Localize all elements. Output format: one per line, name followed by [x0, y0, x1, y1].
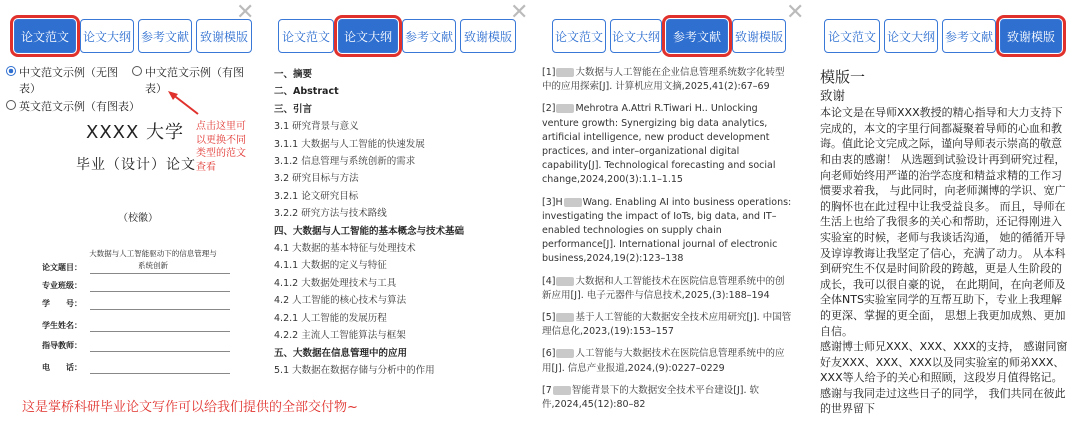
tab-sample-paper[interactable]: 论文范文 — [278, 19, 334, 53]
radio-label: 英文范文示例（有图表） — [19, 100, 140, 113]
reference-item — [542, 275, 792, 303]
school-emblem-label: （校徽） — [118, 213, 158, 224]
reference-list — [542, 66, 792, 420]
reference-text: Wang. Enabling AI into business operations: investigating the impact of IoTs, big data, and IT–enabled technologies on supply chain performance[J]. International journal of electronic business,2024,19(2):123–138 — [542, 196, 792, 265]
field-id: 学 号： — [42, 299, 82, 308]
redacted-author — [553, 386, 571, 395]
doc-subtitle: 毕业（设计）论文 — [76, 157, 196, 173]
outline-item: 5.1 大数据在数据存储与分析中的作用 — [274, 364, 435, 376]
outline-item: 二、Abstract — [274, 86, 339, 98]
outline-item: 4.2.2 主流人工智能算法与框架 — [274, 330, 406, 342]
field-underline — [90, 291, 230, 292]
panel-references — [528, 0, 804, 411]
outline-item: 4.1 大数据的基本特征与处理技术 — [274, 243, 416, 255]
outline-item: 4.1.2 大数据处理技术与工具 — [274, 277, 397, 289]
radio-dot-icon — [6, 66, 16, 76]
radio-dot-icon — [132, 66, 142, 76]
field-underline — [90, 309, 230, 310]
radio-cn-no-chart[interactable] — [6, 64, 128, 96]
close-icon[interactable]: ✕ — [786, 0, 805, 25]
radio-dot-icon — [6, 100, 16, 110]
field-student: 学生姓名： — [42, 321, 82, 330]
panel-outline — [264, 0, 532, 400]
tab-acknowledgement[interactable]: 致谢模版 — [460, 19, 516, 53]
reference-item — [542, 347, 792, 375]
tab-sample-paper[interactable]: 论文范文 — [824, 19, 880, 53]
reference-text: Mehrotra A.Attri R.Tiwari H.. Unlocking venture growth: Synergizing big data analytics, artificial intelligence, new product development practices, and inter–organizational digital capability[J]. Technological forecasting and social change,2024,200(3):1.1–1.15 — [542, 103, 776, 186]
close-icon[interactable]: ✕ — [510, 0, 529, 25]
doc-title: XXXX 大学 — [86, 122, 185, 143]
redacted-author — [556, 349, 574, 358]
tab-references[interactable]: 参考文献 — [942, 19, 996, 53]
tab-sample-paper[interactable]: 论文范文 — [552, 19, 606, 53]
annotation-note: 点击这里可以更换不同类型的范文查看 — [196, 121, 246, 173]
tab-references[interactable]: 参考文献 — [402, 19, 456, 53]
reference-index: [5] — [542, 312, 556, 324]
tab-sample-paper[interactable]: 论文范文 — [14, 19, 76, 53]
field-underline — [90, 351, 230, 352]
field-advisor: 指导教师： — [42, 341, 82, 350]
outline-item: 4.2.1 人工智能的发展历程 — [274, 312, 387, 324]
outline-item: 3.2.1 论文研究目标 — [274, 190, 359, 202]
tab-references[interactable]: 参考文献 — [138, 19, 192, 53]
reference-item — [542, 66, 792, 94]
panel-acknowledgement — [808, 0, 1080, 416]
field-underline — [90, 331, 230, 332]
arrow-icon — [164, 88, 204, 118]
radio-label: 中文范文示例（无图表） — [19, 66, 118, 95]
tab-outline[interactable]: 论文大纲 — [610, 19, 662, 53]
outline-list — [274, 66, 464, 379]
radio-en-with-chart[interactable] — [6, 98, 140, 114]
outline-item: 五、大数据在信息管理中的应用 — [274, 347, 408, 359]
reference-index: [6] — [542, 348, 556, 360]
reference-item — [542, 102, 792, 187]
reference-text: 大数据和人工智能技术在医院信息管理系统中的创新应用[J]. 电子元器件与信息技术,2025,(3):188–194 — [542, 275, 785, 301]
tab-outline[interactable]: 论文大纲 — [80, 19, 134, 53]
tab-bar — [552, 19, 790, 53]
outline-item: 一、摘要 — [274, 69, 313, 80]
acknowledgement-paragraph: 本论文是在导师XXX教授的精心指导和大力支持下完成的，本文的字里行间都凝聚着导师的心血和教诲。值此论文完成之际，谨向导师表示崇高的敬意和由衷的感谢！ 从选题到试验设计再到研究过程，向老师始终用严谨的治学态度和精益求精的工作习惯要求着我， 与此同时，向老师渊博的学识、宽广的胸怀也在此过程中让我受益良多。 而且，导师在生活上也给了我很多的关心和帮助，还记得刚进入实验室的时候，老师与我谈话沟通， 她的循循开导及谆谆教诲让我坚定了信心，充满了动力。 从本科到研究生不仅是时间阶段的跨越，更是人生阶段的成长，我可以很自豪的说， 在此期间，在向老师及全体NTS实验室同学的互帮互助下，专业上我理解的更深、掌握的更全面， 思想上我更加成熟、更加自信。 — [820, 106, 1066, 338]
reference-index: [7 — [542, 384, 552, 396]
footer-caption: 这是掌桥科研毕业论文写作可以给我们提供的全部交付物~ — [22, 400, 358, 415]
reference-item — [542, 384, 792, 412]
reference-index: [3]H — [542, 196, 563, 208]
tab-bar — [278, 19, 520, 53]
field-phone: 电 话： — [42, 363, 82, 372]
acknowledgement-title: 致谢 — [820, 87, 846, 103]
field-title: 论文题目： — [42, 263, 82, 272]
reference-text: 智能背景下的大数据安全技术平台建设[J]. 软件,2024,45(12):80–82 — [542, 384, 760, 411]
outline-item: 4.1.1 大数据的定义与特征 — [274, 260, 387, 272]
tab-outline[interactable]: 论文大纲 — [884, 19, 938, 53]
reference-text: 人工智能与大数据技术在医院信息管理系统中的应用[J]. 信息产业报道,2024,(9):0227–0229 — [542, 348, 785, 374]
outline-item: 3.2.2 研究方法与技术路线 — [274, 208, 387, 220]
redacted-author — [556, 313, 574, 322]
reference-item — [542, 196, 792, 267]
outline-item: 3.1.1 大数据与人工智能的快速发展 — [274, 138, 425, 150]
field-underline — [90, 273, 230, 274]
tab-bar — [14, 19, 256, 53]
template-heading: 模版一 — [820, 68, 866, 86]
tab-acknowledgement[interactable]: 致谢模版 — [1000, 19, 1062, 53]
close-icon[interactable]: ✕ — [236, 0, 255, 25]
field-class: 专业班级： — [42, 281, 82, 290]
acknowledgement-content — [820, 70, 1070, 417]
reference-item — [542, 311, 792, 339]
paper-topic: 大数据与人工智能驱动下的信息管理与系统创新 — [89, 249, 217, 270]
panel-sample-paper — [0, 0, 255, 400]
redacted-author — [556, 277, 574, 286]
outline-item: 3.1 研究背景与意义 — [274, 121, 359, 133]
tab-bar — [824, 19, 1066, 53]
radio-label: 中文范文示例（有图表） — [145, 66, 244, 95]
redacted-author — [556, 104, 574, 113]
tab-acknowledgement[interactable]: 致谢模版 — [196, 19, 252, 53]
reference-text: 基于人工智能的大数据安全技术应用研究[J]. 中国管理信息化,2023,(19):153–157 — [542, 312, 792, 338]
tab-acknowledgement[interactable]: 致谢模版 — [732, 19, 786, 53]
outline-item: 3.1.2 信息管理与系统创新的需求 — [274, 156, 416, 168]
tab-references[interactable]: 参考文献 — [666, 19, 728, 53]
redacted-author — [556, 68, 574, 77]
reference-text: 大数据与人工智能在企业信息管理系统数字化转型中的应用探索[J]. 计算机应用文摘,2025,41(2):67–69 — [542, 67, 785, 93]
acknowledgement-paragraph: 感谢博士师兄XXX、XXX、XXX的支持， 感谢同窗好友XXX、XXX、XXX以及同实验室的师弟XXX、XXX等人给予的关心和照顾，这段岁月值得铭记。 感谢与我同走过这些日子的同学， 我们共同在彼此的世界留下 — [820, 340, 1068, 416]
outline-item: 3.2 研究目标与方法 — [274, 173, 359, 185]
reference-index: [4] — [542, 275, 556, 287]
outline-item: 4.2 人工智能的核心技术与算法 — [274, 295, 407, 307]
outline-item: 三、引言 — [274, 103, 313, 115]
outline-item: 四、大数据与人工智能的基本概念与技术基础 — [274, 225, 465, 237]
reference-index: [2] — [542, 103, 556, 115]
reference-index: [1] — [542, 67, 556, 78]
field-underline — [90, 373, 230, 374]
redacted-author — [564, 198, 582, 207]
tab-outline[interactable]: 论文大纲 — [338, 19, 398, 53]
